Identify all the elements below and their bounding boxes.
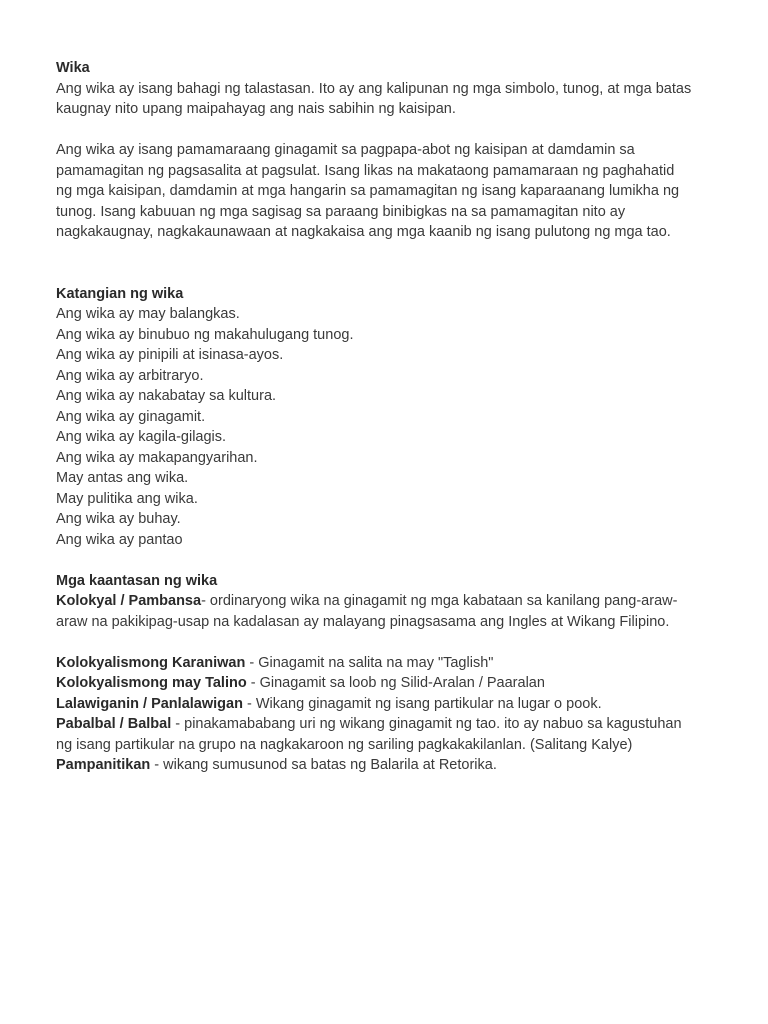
definition-term: Pampanitikan: [56, 757, 151, 773]
definition-term: Kolokyalismong Karaniwan: [56, 654, 246, 671]
definition-item: [56, 653, 726, 674]
paragraph-line: ng mga kaisipan, damdamin at mga hangarin sa pamamagitan ng isang kaparaanang lumikha ng: [56, 183, 680, 199]
list-item: Ang wika ay ginagamit.: [56, 408, 206, 425]
paragraph-line: tunog. Isang kabuuan ng mga sagisag sa paraang binibigkas na sa pamamagitan nito ay: [56, 203, 626, 220]
document-page: [56, 58, 726, 776]
paragraph-line: Ang wika ay isang pamamaraang ginagamit sa pagpapa-abot ng kaisipan at damdamin sa: [56, 142, 635, 158]
paragraph-line: Ang wika ay isang bahagi ng talastasan. Ito ay ang kalipunan ng mga simbolo, tunog, at mga batas: [56, 80, 692, 97]
list-item: May pulitika ang wika.: [56, 490, 198, 507]
definition-continuation: araw na pakikipag-usap na kadalasan ay malayang pinagsasama ang Ingles at Wikang Filipino.: [56, 613, 670, 630]
section-heading-katangian: Katangian ng wika: [56, 285, 184, 302]
list-item: Ang wika ay binubuo ng makahulugang tunog.: [56, 326, 354, 343]
definition-kolokyal: [56, 591, 726, 612]
definition-text: - Ginagamit na salita na may "Taglish": [245, 654, 494, 671]
definition-text: - Ginagamit sa loob ng Silid-Aralan / Paaralan: [246, 675, 545, 691]
definition-term: Kolokyal / Pambansa: [56, 593, 202, 609]
definition-term: Kolokyalismong may Talino: [56, 675, 247, 691]
definition-term: Lalawiganin / Panlalawigan: [56, 695, 243, 712]
list-item: Ang wika ay arbitraryo.: [56, 367, 204, 384]
section-heading-kaantasan: Mga kaantasan ng wika: [56, 572, 218, 589]
definition-text: - pinakamababang uri ng wikang ginagamit ng tao. ito ay nabuo sa kagustuhan: [171, 716, 682, 732]
paragraph-line: kaugnay nito upang maipahayag ang nais sabihin ng kaisipan.: [56, 101, 456, 117]
section-heading-wika: Wika: [56, 60, 90, 76]
list-item: Ang wika ay makapangyarihan.: [56, 449, 258, 466]
list-item: Ang wika ay pantao: [56, 531, 183, 548]
list-item: Ang wika ay buhay.: [56, 511, 181, 527]
definition-item: [56, 755, 726, 776]
list-item: May antas ang wika.: [56, 470, 189, 486]
definition-text: - ordinaryong wika na ginagamit ng mga kabataan sa kanilang pang-araw-: [201, 593, 678, 609]
definition-text: - Wikang ginagamit ng isang partikular na lugar o pook.: [242, 695, 602, 712]
definition-text: - wikang sumusunod sa batas ng Balarila at Retorika.: [150, 757, 497, 773]
definition-item: [56, 673, 726, 694]
definition-item: [56, 694, 726, 715]
definition-item: [56, 714, 726, 735]
paragraph-line: pamamagitan ng pagsasalita at pagsulat. Isang likas na makataong pamamaraan ng paghahatid: [56, 162, 675, 179]
list-item: Ang wika ay kagila-gilagis.: [56, 429, 227, 445]
paragraph-line: nagkakaugnay, nagkakaunawaan at nagkakaisa ang mga kaanib ng isang pulutong ng mga tao.: [56, 224, 671, 240]
list-item: Ang wika ay nakabatay sa kultura.: [56, 388, 277, 404]
definition-continuation: ng isang partikular na grupo na nagkakaroon ng sariling pagkakakilanlan. (Salitang Kalye): [56, 736, 633, 753]
definition-term: Pabalbal / Balbal: [56, 716, 172, 732]
list-item: Ang wika ay may balangkas.: [56, 306, 240, 322]
list-item: Ang wika ay pinipili at isinasa-ayos.: [56, 347, 284, 363]
